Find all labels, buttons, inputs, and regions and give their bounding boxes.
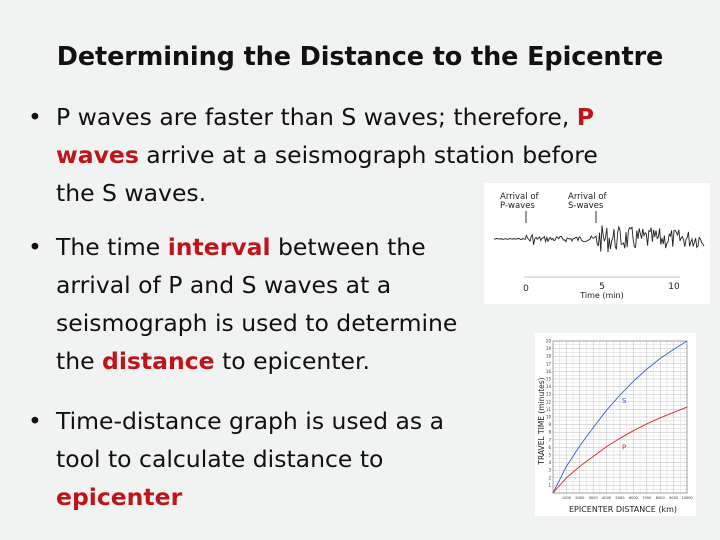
bullet-dot: • (28, 103, 42, 131)
highlight-waves: waves (56, 141, 139, 169)
x-axis-label: EPICENTER DISTANCE (km) (568, 505, 678, 514)
y-tick-label: 4 (548, 460, 551, 466)
label-p-waves: P-waves (500, 201, 535, 211)
tick-10: 10 (668, 282, 680, 292)
bullet-dot: • (28, 233, 42, 261)
graph-grid (553, 341, 687, 493)
y-tick-label: 13 (545, 391, 551, 397)
y-tick-label: 16 (545, 368, 551, 374)
y-tick-label: 14 (545, 384, 551, 390)
highlight-distance: distance (102, 347, 215, 375)
y-tick-label: 8 (548, 429, 551, 435)
y-tick-label: 3 (548, 467, 551, 473)
bullet-3-text: tool to calculate distance to (56, 445, 384, 473)
y-axis-label: TRAVEL TIME (minutes) (537, 377, 546, 465)
x-tick-label: 6000 (628, 496, 638, 500)
y-tick-label: 2 (548, 475, 551, 481)
bullet-2-text: the (56, 347, 103, 375)
time-distance-graph (535, 333, 696, 516)
x-tick-label: 9000 (669, 496, 679, 500)
tick-5: 5 (599, 282, 605, 292)
bullet-dot: • (28, 407, 42, 435)
x-tick-label: 2000 (575, 496, 585, 500)
y-tick-label: 9 (548, 422, 551, 428)
y-tick-labels (546, 339, 552, 488)
x-tick-label: 1000 (561, 496, 571, 500)
x-tick-label: 8000 (655, 496, 665, 500)
y-tick-label: 6 (548, 444, 551, 450)
x-tick-label: 3000 (588, 496, 598, 500)
y-tick-label: 5 (548, 452, 551, 458)
bullet-1-text: the S waves. (56, 179, 207, 207)
label-arrival-p: Arrival of (500, 192, 539, 202)
highlight-interval: interval (167, 233, 271, 261)
x-tick-label: 10000 (681, 496, 693, 500)
x-tick-label: 7000 (642, 496, 652, 500)
bullet-2-text: to epicenter. (214, 347, 370, 375)
x-tick-labels (562, 496, 694, 500)
y-tick-label: 10 (545, 414, 551, 420)
series-label-s: S (622, 396, 627, 405)
highlight-p: P (576, 103, 595, 131)
y-tick-label: 12 (545, 399, 551, 405)
series-label-p: P (622, 443, 627, 452)
y-tick-label: 18 (545, 353, 551, 359)
bullet-3-text: Time-distance graph is used as a (56, 407, 445, 435)
y-tick-label: 11 (545, 406, 551, 412)
time-axis-label: Time (min) (580, 291, 624, 300)
seismogram-image (484, 183, 710, 304)
seismogram-trace (494, 226, 704, 253)
y-tick-label: 15 (545, 376, 551, 382)
label-arrival-s: Arrival of (568, 192, 607, 202)
tick-0: 0 (523, 284, 529, 294)
bullet-2-text: between the (270, 233, 426, 261)
bullet-1-text: arrive at a seismograph station before (138, 141, 598, 169)
bullet-2-text: The time (56, 233, 168, 261)
y-tick-label: 19 (545, 346, 551, 352)
x-tick-label: 5000 (615, 496, 625, 500)
slide-title: Determining the Distance to the Epicentre (56, 42, 664, 72)
y-tick-label: 17 (545, 361, 551, 367)
x-tick-label: 4000 (602, 496, 612, 500)
bullet-2-text: seismograph is used to determine (56, 309, 458, 337)
y-tick-label: 1 (548, 482, 551, 488)
highlight-epicenter: epicenter (56, 483, 183, 511)
y-tick-label: 7 (548, 437, 551, 443)
bullet-1-text: P waves are faster than S waves; therefore, (56, 103, 577, 131)
label-s-waves: S-waves (568, 201, 604, 211)
y-tick-label: 20 (545, 338, 551, 344)
bullet-2-text: arrival of P and S waves at a (56, 271, 392, 299)
